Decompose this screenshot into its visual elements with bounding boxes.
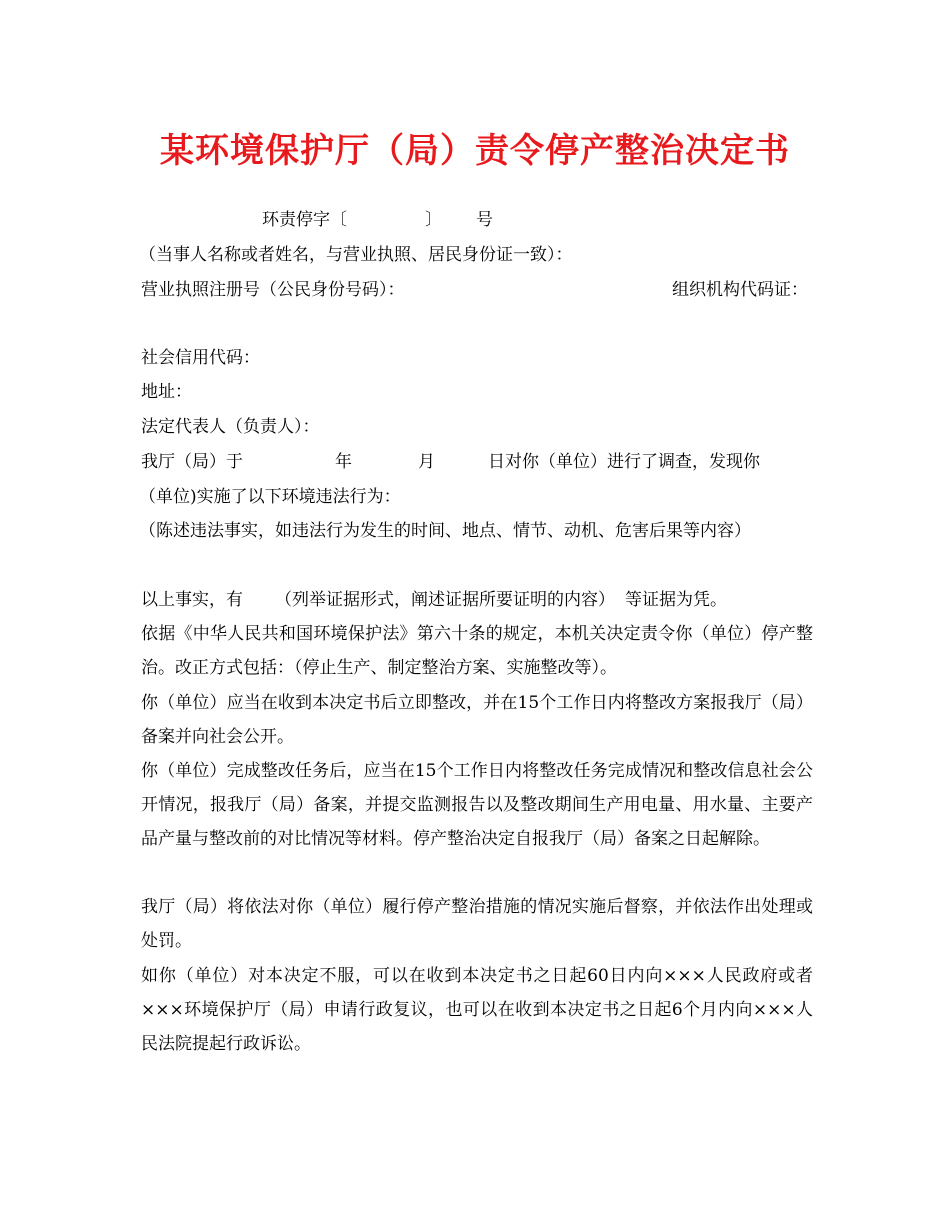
evidence-part1: 以上事实，有 (141, 590, 243, 610)
investigation-year: 年 (335, 452, 352, 472)
evidence-part3: 等证据为凭。 (625, 590, 727, 610)
completion-paragraph: 你（单位）完成整改任务后，应当在15个工作日内将整改任务完成情况和整改信息社会公开情况，报我厅（局）备案，并提交监测报告以及整改期间生产用电量、用水量、主要产品产量与整改前的对比情况等材料。停产整治决定自报我厅（局）备案之日起解除。 (141, 761, 813, 849)
investigation-line (141, 450, 760, 474)
doc-number-close-bracket: 〕 (425, 210, 442, 230)
facts-note: （陈述违法事实，如违法行为发生的时间、地点、情节、动机、危害后果等内容） (139, 521, 751, 541)
evidence-part2: （列举证据形式，阐述证据所要证明的内容） (275, 590, 615, 610)
document-title: 某环境保护厅（局）责令停产整治决定书 (160, 131, 790, 171)
investigation-part2: 日对你（单位）进行了调查，发现你 (488, 452, 760, 472)
party-name-note: （当事人名称或者姓名，与营业执照、居民身份证一致）： (139, 245, 573, 265)
investigation-line-2: （单位)实施了以下环境违法行为： (139, 487, 401, 507)
business-license-label: 营业执照注册号（公民身份号码）： (141, 280, 405, 300)
doc-number-prefix: 环责停字〔 (262, 210, 347, 230)
address-label: 地址： (141, 382, 192, 402)
legal-rep-label: 法定代表人（负责人）： (141, 417, 320, 437)
appeal-paragraph: 如你（单位）对本决定不服，可以在收到本决定书之日起60日内向×××人民政府或者×××环境保护厅（局）申请行政复议，也可以在收到本决定书之日起6个月内向×××人民法院提起行政诉讼。 (141, 966, 813, 1054)
legal-basis-paragraph: 依据《中华人民共和国环境保护法》第六十条的规定，本机关决定责令你（单位）停产整治。改正方式包括：（停止生产、制定整治方案、实施整改等）。 (141, 624, 813, 678)
doc-number-suffix: 号 (476, 210, 493, 230)
document-number (262, 208, 493, 232)
rectification-paragraph: 你（单位）应当在收到本决定书后立即整改，并在15个工作日内将整改方案报我厅（局）备案并向社会公开。 (141, 693, 813, 747)
org-code-label: 组织机构代码证： (672, 280, 808, 300)
investigation-month: 月 (418, 452, 435, 472)
supervision-paragraph: 我厅（局）将依法对你（单位）履行停产整治措施的情况实施后督察，并依法作出处理或处罚。 (141, 897, 813, 951)
credit-code-label: 社会信用代码： (141, 348, 260, 368)
investigation-part1: 我厅（局）于 (141, 452, 243, 472)
evidence-line (141, 588, 727, 612)
